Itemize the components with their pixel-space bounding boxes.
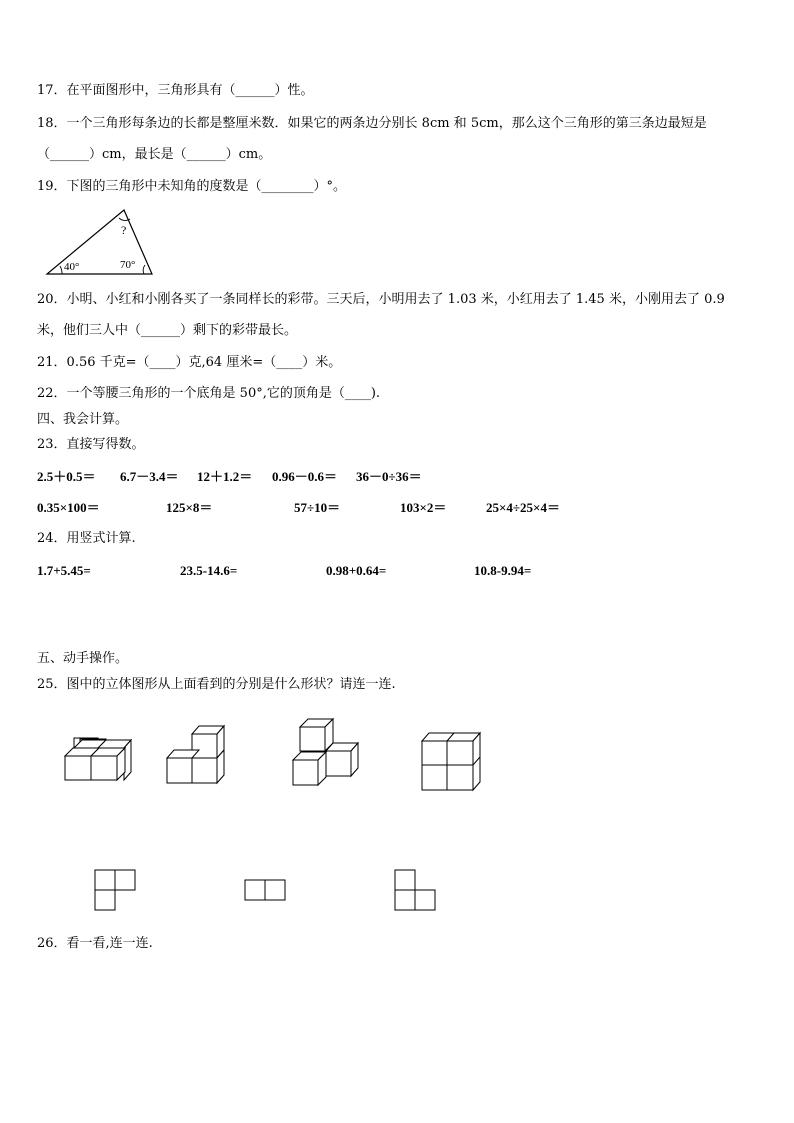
vertical-calc-item: 0.98+0.64=	[326, 563, 387, 578]
top-view-2	[245, 880, 285, 900]
question-20-line1: 20．小明、小红和小刚各买了一条同样长的彩带。三天后，小明用去了 1.03 米，小红用去了 1.45 米，小刚用去了 0.9	[37, 292, 725, 307]
calc-item: 36－0÷36＝	[356, 469, 422, 484]
question-22: 22．一个等腰三角形的一个底角是 50°,它的顶角是（____).	[37, 386, 381, 401]
top-view-3	[395, 870, 435, 910]
solid-figure-1	[65, 738, 131, 780]
vertical-calc-item: 10.8-9.94=	[474, 563, 532, 578]
question-25: 25．图中的立体图形从上面看到的分别是什么形状？请连一连.	[37, 677, 396, 692]
calc-item: 0.96－0.6＝	[272, 469, 338, 484]
calc-item: 103×2＝	[400, 500, 447, 515]
solid-figure-2	[167, 726, 224, 783]
top-view-1	[95, 870, 135, 910]
solid-figure-4	[422, 733, 480, 790]
section-5-heading: 五、动手操作。	[37, 651, 129, 666]
calc-item: 12＋1.2＝	[197, 469, 253, 484]
question-18-line2: （______）cm，最长是（______）cm。	[37, 147, 272, 162]
question-21: 21．0.56 千克=（____）克,64 厘米=（____）米。	[37, 355, 342, 370]
calc-item: 125×8＝	[166, 500, 213, 515]
question-19: 19．下图的三角形中未知角的度数是（________）°。	[37, 179, 347, 194]
calc-item: 25×4÷25×4＝	[486, 500, 560, 515]
calc-item: 2.5＋0.5＝	[37, 469, 96, 484]
question-18-line1: 18．一个三角形每条边的长都是整厘米数．如果它的两条边分别长 8cm 和 5cm，那么这个三角形的第三条边最短是	[37, 116, 707, 131]
angle-left-label: 40°	[64, 261, 80, 273]
unknown-angle-label: ?	[121, 223, 127, 237]
angle-right-label: 70°	[120, 259, 136, 271]
calc-item: 0.35×100＝	[37, 500, 100, 515]
vertical-calc-item: 1.7+5.45=	[37, 563, 91, 578]
question-23: 23．直接写得数。	[37, 437, 145, 452]
question-26: 26．看一看,连一连.	[37, 936, 153, 951]
question-20-line2: 米，他们三人中（______）剩下的彩带最长。	[37, 323, 298, 338]
calc-item: 6.7－3.4＝	[120, 469, 179, 484]
section-4-heading: 四、我会计算。	[37, 412, 129, 427]
vertical-calc-item: 23.5-14.6=	[180, 563, 238, 578]
question-24: 24．用竖式计算.	[37, 531, 136, 546]
solid-figure-3	[293, 719, 358, 785]
question-17: 17．在平面图形中，三角形具有（______）性。	[37, 83, 314, 98]
calc-item: 57÷10＝	[294, 500, 341, 515]
